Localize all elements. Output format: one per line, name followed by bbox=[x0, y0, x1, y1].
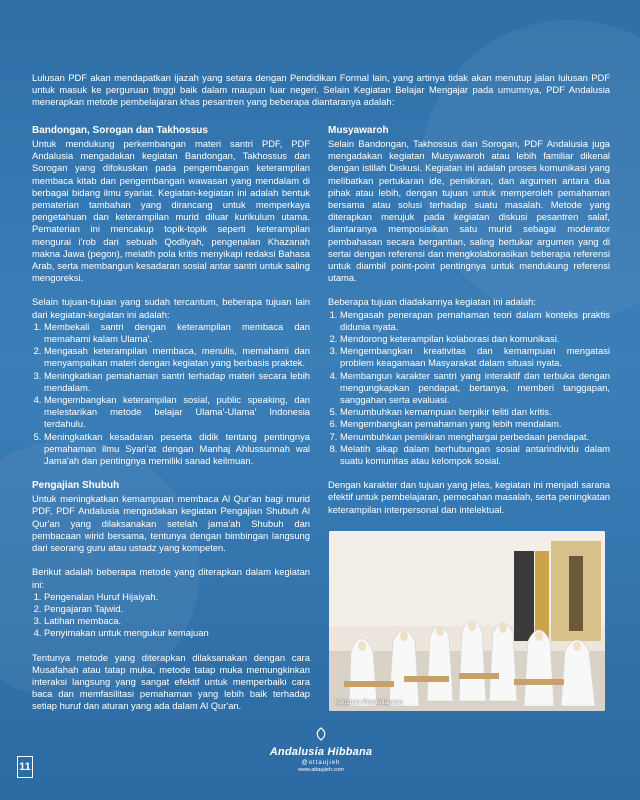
list-item: 2. Mengasah keterampilan membaca, menulis, memahami dan menyampaikan materi dengan kegiatan yang berbasis praktek. bbox=[44, 345, 310, 369]
shubuh-closing-paragraph: Tentunya metode yang diterapkan dilaksanakan dengan cara Musafahah atau tatap muka, metode tatap muka memungkinkan interaksi langsung yang sangat efektif untuk memperbaiki cara baca dan memfasilitasi pemahaman yang lebih baik terhadap setiap huruf dan aturan yang ada dalam Al Qur'an. bbox=[32, 651, 310, 712]
shubuh-methods-list bbox=[32, 591, 310, 640]
brand-right: Hibbana bbox=[327, 746, 373, 758]
list-item: 2. Mendorong keterampilan kolaborasi dan komunikasi. bbox=[340, 333, 610, 345]
brand-left: Andalusia bbox=[269, 746, 325, 758]
list-item: 3. Latihan membaca. bbox=[44, 615, 310, 627]
footer-brand bbox=[262, 727, 380, 773]
list-item: 1. Membekali santri dengan keterampilan membaca dan memahami kalam Ulama'. bbox=[44, 321, 310, 345]
page-number: 11 bbox=[17, 756, 33, 778]
classroom-photo bbox=[329, 531, 605, 711]
brand-logo-icon bbox=[309, 727, 333, 741]
social-handle: @ottaujieh bbox=[301, 760, 341, 766]
musyawaroh-goals-intro: Beberapa tujuan diadakannya kegiatan ini adalah: bbox=[328, 296, 536, 308]
musyawaroh-goals-list bbox=[328, 309, 610, 468]
shubuh-methods-intro: Berikut adalah beberapa metode yang diterapkan dalam kegiatan ini: bbox=[32, 566, 310, 590]
list-item: 5. Meningkatkan kesadaran peserta didik tentang pentingnya pemahaman ilmu Syari'at dengan Manhaj Ahlussunnah wal Jama'ah dan pentingnya memiliki sanad keilmuan. bbox=[44, 431, 310, 468]
brand-name bbox=[262, 746, 380, 758]
left-column bbox=[32, 124, 310, 713]
right-column bbox=[328, 124, 610, 516]
list-item: 1. Pengenalan Huruf Hijaiyah. bbox=[44, 591, 310, 603]
section-title-bandongan: Bandongan, Sorogan dan Takhossus bbox=[32, 125, 208, 136]
list-item: 7. Menumbuhkan pemikiran menghargai perbedaan pendapat. bbox=[340, 431, 610, 443]
list-item: 3. Meningkatkan pemahaman santri terhadap materi secara lebih mendalam. bbox=[44, 370, 310, 394]
bandongan-paragraph: Untuk mendukung perkembangan materi santri PDF, PDF Andalusia mengadakan kegiatan Bandongan, Takhossus dan Sorogan yang difokuskan pada pengembangan keterampilan membaca kitab dan pengembangan wawasan yang mendalam di berbagai bidang ilmu syariat. Kegiatan-kegiatan ini adalah bentuk pematerian tambahan yang dirancang untuk memperkaya pengetahuan dan keterampilan murid diluar kurikulum utama. Pematerian ini mencakup topik-topik seperti keterampilan mengurai i'rob dari sebuah Qodliyah, pengenalan Khazanah makna Jawa (pegon), melatih pola kritis menyikapi redaksi Bahasa Arab, serta membangun kesadaran sosial antar santri untuk saling mengoreksi. bbox=[32, 138, 310, 284]
list-item: 1. Mengasah penerapan pemahaman teori dalam konteks praktis didunia nyata. bbox=[340, 309, 610, 333]
list-item: 4. Penyimakan untuk mengukur kemajuan bbox=[44, 627, 310, 639]
bandongan-goals-intro: Selain tujuan-tujuan yang sudah tercantum, beberapa tujuan lain dari kegiatan-kegiatan ini adalah: bbox=[32, 296, 310, 320]
intro-paragraph: Lulusan PDF akan mendapatkan ijazah yang setara dengan Pendidikan Formal lain, yang artinya tidak akan menutup jalan lulusan PDF untuk masuk ke perguruan tinggi baik dalam maupun luar negeri. Selain Kegiatan Belajar Mengajar pada umumnya, PDF Andalusia menerapkan metode pembelajaran khas pesantren yang beberapa diantaranya adalah: bbox=[32, 72, 610, 108]
section-title-musyawaroh: Musyawaroh bbox=[328, 125, 389, 136]
classroom-illustration bbox=[329, 531, 605, 711]
list-item: 5. Menumbuhkan kemampuan berpikir teliti dan kritis. bbox=[340, 406, 610, 418]
website-url: www.attaujieh.com bbox=[298, 767, 344, 773]
bandongan-goals-list bbox=[32, 321, 310, 467]
list-item: 4. Membangun karakter santri yang interaktif dan terbuka dengan mengungkapkan pendapat, bertanya, memberi tanggapan, sanggahan serta evaluasi. bbox=[340, 370, 610, 407]
photo-caption: Kegiatan Pembelajaran bbox=[335, 699, 403, 706]
shubuh-paragraph: Untuk meningkatkan kemampuan membaca Al Qur'an bagi murid PDF, PDF Andalusia mengadakan kegiatan Pengajian Shubuh Al Qur'an yang dilaksanakan setelah jama'ah Shubuh dan pembacaan wirid bersama, tentunya dengan bimbingan langsung dari seorang guru atau ustadz yang kompeten. bbox=[32, 493, 310, 554]
musyawaroh-paragraph: Selain Bandongan, Takhossus dan Sorogan, PDF Andalusia juga mengadakan kegiatan Musyawaroh atau lebih familiar dikenal dengan istilah Diskusi. Kegiatan ini adalah proses komunikasi yang melibatkan pertukaran ide, pemikiran, dan argumen antara dua pihak atau lebih, dengan tujuan untuk memperoleh pemahaman bersama atau solusi terhadap suatu masalah. Metode yang diterapkan merujuk pada kegiatan diskusi pesantren salaf, diantaranya memposisikan satu murid sebagai moderator pembahasan secara bergantian, saling bertukar argumen yang di sertai dengan referensi dan mengkolaborasikan beberapa referensi untuk diambil point-point pentingnya untuk mendukung referensi utama. bbox=[328, 138, 610, 284]
list-item: 3. Mengembangkan kreativitas dan kemampuan mengatasi problem keagamaan Masyarakat dalam situasi nyata. bbox=[340, 345, 610, 369]
section-title-shubuh: Pengajian Shubuh bbox=[32, 480, 120, 492]
list-item: 4. Mengembangkan keterampilan sosial, public speaking, dan melestarikan metode belajar Ulama'-Ulama' Indonesia terdahulu. bbox=[44, 394, 310, 431]
list-item: 6. Mengembangkan pemahaman yang lebih mendalam. bbox=[340, 418, 610, 430]
musyawaroh-closing-paragraph: Dengan karakter dan tujuan yang jelas, kegiatan ini menjadi sarana efektif untuk pembelajaran, pemecahan masalah, serta peningkatan keterampilan interpersonal dan intelektual. bbox=[328, 479, 610, 515]
list-item: 8. Melatih sikap dalam berhubungan sosial antarindividu dalam suatu komunitas atau kelompok sosial. bbox=[340, 443, 610, 467]
list-item: 2. Pengajaran Tajwid. bbox=[44, 603, 310, 615]
